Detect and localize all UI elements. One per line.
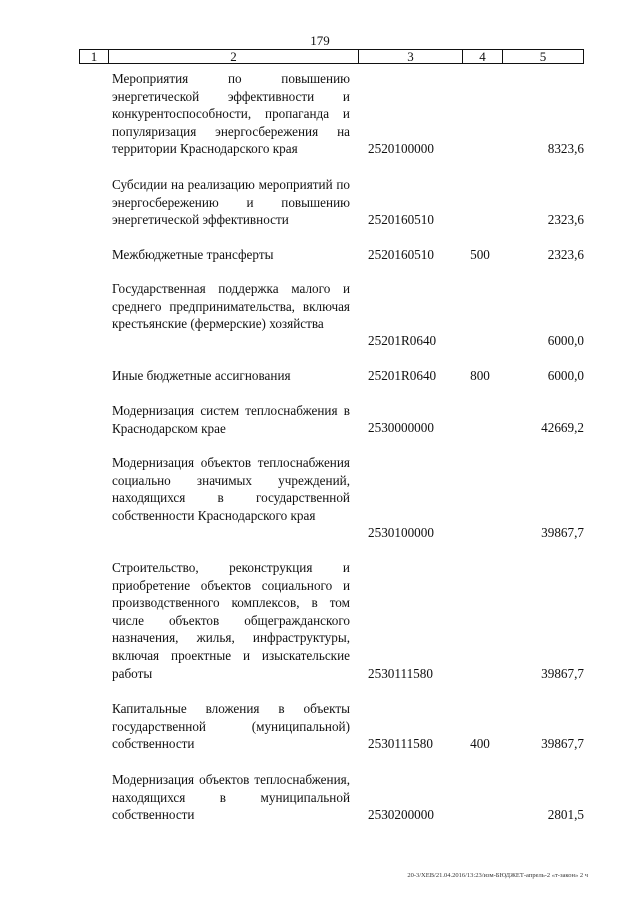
row-amount: 2323,6: [547, 212, 584, 228]
page-number: 179: [310, 33, 330, 48]
header-col-2: 2: [109, 50, 359, 63]
row-amount: 2801,5: [547, 807, 584, 823]
row-code: 2530200000: [368, 807, 434, 823]
row-code: 25201R0640: [368, 368, 437, 384]
table-row: [0, 246, 640, 264]
table-row: [0, 559, 640, 683]
row-type: 800: [470, 368, 490, 384]
row-amount: 39867,7: [541, 525, 584, 541]
row-amount: 6000,0: [547, 333, 584, 349]
row-code: 25201R0640: [368, 333, 437, 349]
row-code: 2520160510: [368, 212, 434, 228]
row-amount: 8323,6: [547, 141, 584, 157]
table-row: [0, 176, 640, 229]
table-row: [0, 70, 640, 158]
header-col-1: 1: [80, 50, 109, 63]
row-amount: 39867,7: [541, 666, 584, 682]
row-name: Межбюджетные трансферты: [112, 247, 274, 262]
row-name: Модернизация объектов теплоснабжения социально значимых учреждений, находящихся в государственной собственности Краснодарского края: [112, 455, 350, 523]
row-code: 2520160510: [368, 247, 434, 263]
row-name: Капитальные вложения в объекты государственной (муниципальной) собственности: [112, 701, 350, 752]
row-name: Субсидии на реализацию мероприятий по энергосбережению и повышению энергетической эффективности: [112, 177, 350, 228]
table-row: [0, 280, 640, 350]
table-row: [0, 771, 640, 824]
row-amount: 42669,2: [541, 420, 584, 436]
header-col-4: 4: [463, 50, 503, 63]
table-header-row: [79, 49, 584, 64]
table-row: [0, 454, 640, 542]
row-type: 400: [470, 736, 490, 752]
row-name: Модернизация систем теплоснабжения в Краснодарском крае: [112, 403, 350, 436]
row-type: 500: [470, 247, 490, 263]
row-code: 2530111580: [368, 666, 433, 682]
table-row: [0, 402, 640, 437]
row-code: 2520100000: [368, 141, 434, 157]
row-name: Иные бюджетные ассигнования: [112, 368, 291, 383]
header-col-5: 5: [539, 49, 547, 64]
row-amount: 6000,0: [547, 368, 584, 384]
header-col-3: 3: [359, 50, 463, 63]
row-name: Мероприятия по повышению энергетической эффективности и конкурентоспособности, пропаганда и популяризация энергосбережения на территории Краснодарского края: [112, 71, 350, 157]
table-row: [0, 700, 640, 753]
document-footer: 20-3/ХЕВ/21.04.2016/13:23/изм-БЮДЖЕТ-апрель-2 «т-закон» 2 ч: [407, 872, 588, 879]
row-amount: 2323,6: [547, 247, 584, 263]
row-code: 2530111580: [368, 736, 433, 752]
row-code: 2530000000: [368, 420, 434, 436]
row-amount: 39867,7: [541, 736, 584, 752]
row-name: Строительство, реконструкция и приобретение объектов социального и производственного комплексов, в том числе объектов общегражданского назначения, жилья, инфраструктуры, включая проектные и изыскательские работы: [112, 560, 350, 681]
row-code: 2530100000: [368, 525, 434, 541]
row-name: Модернизация объектов теплоснабжения, находящихся в муниципальной собственности: [112, 772, 350, 823]
table-row: [0, 367, 640, 385]
row-name: Государственная поддержка малого и среднего предпринимательства, включая крестьянские (фермерские) хозяйства: [112, 281, 350, 332]
